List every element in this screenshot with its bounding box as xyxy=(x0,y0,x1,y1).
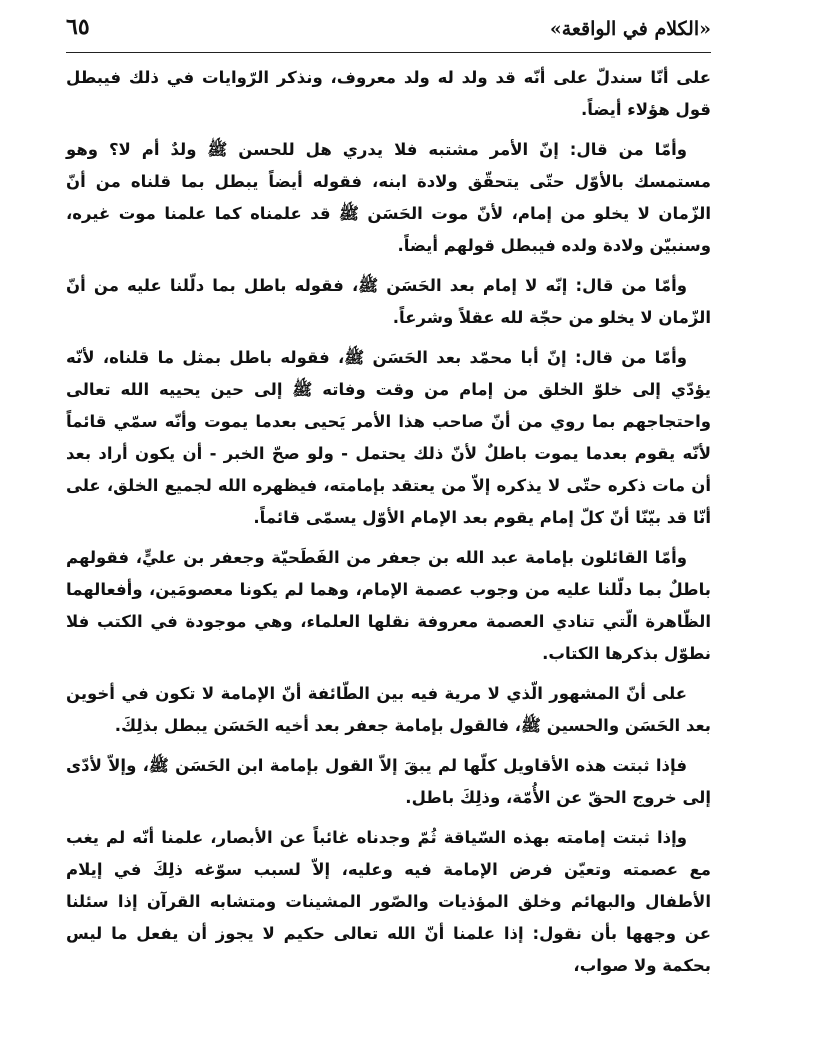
paragraph-1: على أنّا سندلّ على أنّه قد ولد له ولد معروف، ونذكر الرّوايات في ذلك فيبطل قول هؤلاء أيضاً. xyxy=(66,68,711,119)
paragraph-7: فإذا ثبتت هذه الأقاويل كلّها لم يبقَ إلاّ القول بإمامة ابن الحَسَن ﷺ، وإلاّ لأدّى إلى خروج الحقّ عن الأُمّة، وذلِكَ باطل. xyxy=(66,756,711,807)
main-text xyxy=(66,62,711,982)
running-title: «الكلام في الواقعة» xyxy=(549,18,711,40)
paragraph-2: وأمّا من قال: إنّ الأمر مشتبه فلا يدري هل للحسن ﷺ ولدٌ أم لا؟ وهو مستمسك بالأوّل حتّى يتحقّق ولادة ابنه، فقوله أيضاً يبطل بما قلناه من أنّ الزّمان لا يخلو من إمام، لأنّ موت الحَسَن ﷺ قد علمناه كما علمنا موت غيره، وسنبيّن ولادة ولده فيبطل قولهم أيضاً. xyxy=(66,140,711,255)
paragraph-8: وإذا ثبتت إمامته بهذه السّياقة ثُمّ وجدناه غائباً عن الأبصار، علمنا أنّه لم يغب مع عصمته وتعيّن فرض الإمامة فيه وعليه، إلاّ لسبب سوّغه ذلِكَ في إيلام الأطفال والبهائم وخلق المؤذيات والصّور المشينات ومتشابه القرآن إذا سئلنا عن وجهها بأن نقول: إذا علمنا أنّ الله تعالى حكيم لا يجوز أن يفعل ما ليس بحكمة ولا صواب، xyxy=(66,828,711,975)
paragraph-3: وأمّا من قال: إنّه لا إمام بعد الحَسَن ﷺ، فقوله باطل بما دلّلنا عليه من أنّ الزّمان لا يخلو من حجّة لله عقلاً وشرعاً. xyxy=(66,276,711,327)
paragraph-4: وأمّا من قال: إنّ أبا محمّد بعد الحَسَن ﷺ، فقوله باطل بمثل ما قلناه، لأنّه يؤدّي إلى خلوّ الخلق من إمام من وقت وفاته ﷺ إلى حين يحييه الله تعالى واحتجاجهم بما روي من أنّ صاحب هذا الأمر يَحيى بعدما يموت وأنّه سمّي قائماً لأنّه يقوم بعدما يموت باطلٌ لأنّ ذلك يحتمل - ولو صحّ الخبر - أن يكون أراد بعد أن مات ذكره حتّى لا يذكره إلاّ من يعتقد بإمامته، فيظهره الله لجميع الخلق، على أنّا قد بيّنّا أنّ كلّ إمام يقوم بعد الإمام الأوّل يسمّى قائماً. xyxy=(66,348,711,527)
paragraph-5: وأمّا القائلون بإمامة عبد الله بن جعفر من الفَطَحيّة وجعفر بن عليٍّ، فقولهم باطلٌ بما دلّلنا عليه من وجوب عصمة الإمام، وهما لم يكونا معصومَين، وأفعالهما الظّاهرة الّتي تنادي العصمة معروفة نقلها العلماء، وهي موجودة في الكتب فلا نطوّل بذكرها الكتاب. xyxy=(66,548,711,663)
page-header xyxy=(66,14,711,44)
header-rule xyxy=(66,52,711,53)
page-number: ٦٥ xyxy=(66,14,90,40)
paragraph-6: على أنّ المشهور الّذي لا مرية فيه بين الطّائفة أنّ الإمامة لا تكون في أخوين بعد الحَسَن والحسين ﷺ، فالقول بإمامة جعفر بعد أخيه الحَسَن يبطل بذلِكَ. xyxy=(66,684,711,735)
